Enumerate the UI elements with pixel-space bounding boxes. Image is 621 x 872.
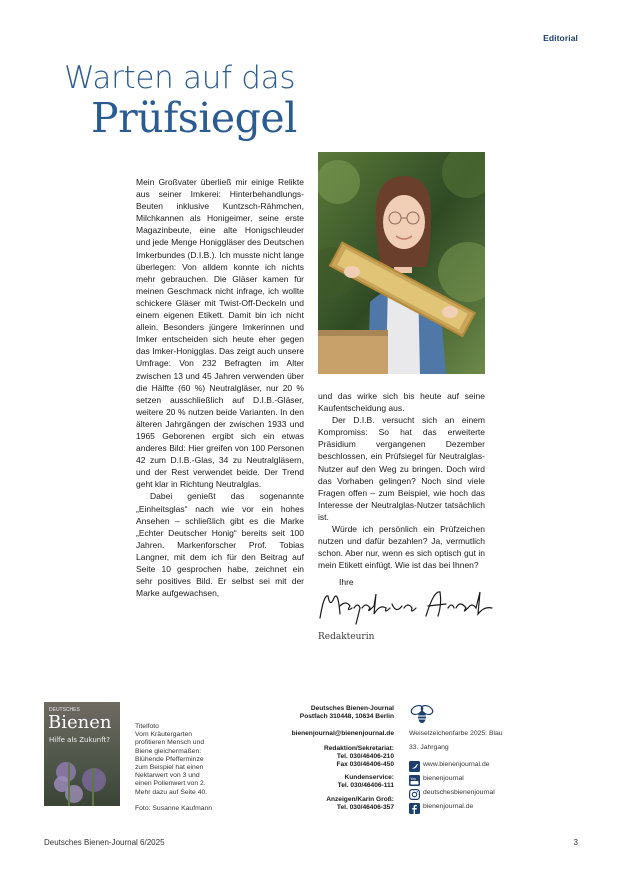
queen-marking-color: Weiselzeichenfarbe 2025: Blau: [409, 730, 503, 737]
contact-label: Anzeigen/Karin Groß:: [326, 796, 394, 803]
contact-phone: Tel. 030/46406-210: [336, 753, 394, 761]
article-paragraph: und das wirke sich bis heute auf seine Kaufentscheidung aus.: [318, 391, 485, 414]
cover-masthead: Bienen: [48, 712, 112, 733]
cover-caption: [135, 723, 215, 813]
contact-phone: Tel. 030/46406-357: [336, 804, 394, 812]
headline-line-1: Warten auf das: [64, 60, 296, 96]
cover-caption-line: Biene gleichermaßen:: [135, 747, 202, 755]
signature: [316, 586, 500, 626]
publisher-email[interactable]: [292, 730, 394, 738]
contact-fax: Fax 030/46406-450: [336, 761, 394, 769]
contact-label: Redaktion/Sekretariat:: [324, 745, 394, 752]
article-paragraph: Würde ich persönlich ein Prüfzeichen nutzen und dafür bezahlen? Ja, vermutlich schon. Aber nur, wenn es sich optisch gut in mein Etikett einfügt. Wie ist das bei Ihnen?: [318, 524, 485, 571]
customer-service-contact: [338, 774, 394, 790]
cover-caption-title: Titelfoto: [135, 723, 159, 730]
publisher-name: Deutsches Bienen-Journal: [310, 705, 394, 712]
ads-contact: [326, 796, 394, 812]
publisher-postbox: Postfach 310448, 10634 Berlin: [299, 713, 394, 721]
article-paragraph: Dabei genießt das sogenannte „Einheitsglas“ nach wie vor ein hohes Ansehen – schließlich gibt es die Marke „Echter Deutscher Honig“ bereits seit 100 Jahren. Markenforscher Prof. Tobias Langner, mit dem ich für den Beitrag auf Seite 10 gesprochen habe, zeichnet ein sehr positives Bild. Er selbst sei mit der Marke aufgewachsen,: [136, 491, 304, 599]
article-paragraph: Der D.I.B. versucht sich an einem Kompromiss: So hat das erweiterte Präsidium vergangenen Dezember beschlossen, ein Prüfsiegel für Neutralglas-Nutzer auf den Weg zu bringen. Doch wird das Vorhaben gelingen? Noch sind viele Fragen offen – zum Beispiel, wie hoch das Interesse der Neutralglas-Nutzer tatsächlich ist.: [318, 415, 485, 522]
cover-caption-line: Mehr dazu auf Seite 40.: [135, 788, 208, 796]
editorial-contact: [324, 745, 394, 770]
article-paragraph: Mein Großvater überließ mir einige Relikte aus seiner Imkerei: Hinterbehandlungs-Beuten inklusive Kuntzsch-Rähmchen, Milchkannen als Honigeimer, seine erste Magazinbeute, eine alte Honigschleuder und jede Menge Honiggläser des Deutschen Imkerbundes (D.I.B.). Ich musste nicht lange überlegen: Von alldem konnte ich nichts mehr gebrauchen. Die Gläser kamen für meinen Geschmack nicht infrage, ich wollte schickere Gläser mit Twist-Off-Deckeln und einem eigenen Etikett. Damit bin ich nicht allein. Besonders jüngere Imkerinnen und Imker entscheiden sich heute eher gegen das Imker-Honigglas. Das zeigt auch unsere Umfrage: Von 232 Befragten im Alter zwischen 13 und 45 Jahren verwenden über die Hälfte (60 %) Neutralgläser, nur 20 % setzen ausschließlich auf D.I.B.-Gläser, weitere 20 % nutzen beide Varianten. In den älteren Jahrgängen der zwischen 1933 und 1965 Geborenen ergibt sich ein etwas anderes Bild: Hier greifen von 100 Personen 42 zum D.I.B.-Glas, 34 zu Neutralgläsern, und der Rest verwendet beide. Der Trend geht klar in Richtung Neutralglas.: [136, 177, 304, 490]
author-photo: [318, 152, 485, 374]
svg-text:You: You: [410, 777, 417, 781]
instagram-icon[interactable]: [409, 787, 420, 798]
email-link[interactable]: bienenjournal@bienenjournal.de: [291, 730, 394, 737]
cover-thumbnail[interactable]: [44, 702, 120, 806]
cover-caption-line: Vom Kräutergarten: [135, 731, 193, 739]
bee-logo-icon: [410, 703, 434, 725]
publisher-address: [300, 705, 394, 721]
cover-image: [44, 702, 120, 806]
signature-drawing: [316, 586, 500, 626]
twitter-icon[interactable]: [409, 759, 420, 770]
contact-label: Kundenservice:: [344, 774, 394, 781]
footer-journal-issue: Deutsches Bienen-Journal 6/2025: [44, 838, 165, 847]
section-label: Editorial: [543, 33, 578, 43]
cover-caption-line: einen Pollenwert von 2.: [135, 780, 206, 788]
cover-caption-line: zum Beispiel hat einen: [135, 764, 204, 772]
cover-caption-line: Blühende Pfefferminze: [135, 755, 204, 763]
headline-line-2: Prüfsiegel: [91, 94, 297, 142]
author-role: Redakteurin: [318, 632, 375, 642]
closing-salutation: Ihre: [339, 577, 354, 587]
facebook-icon[interactable]: [409, 801, 420, 812]
article-column-2: [318, 390, 485, 571]
youtube-icon[interactable]: [409, 773, 420, 784]
cover-masthead-small: DEUTSCHES: [49, 707, 80, 713]
article-column-1: [136, 176, 304, 599]
instagram-link[interactable]: deutschesbienenjournal: [423, 789, 495, 796]
website-link[interactable]: www.bienenjournal.de: [423, 761, 490, 768]
author-photo-illustration: [318, 152, 485, 374]
volume-number: 33. Jahrgang: [409, 744, 449, 751]
photo-credit: Foto: Susanne Kaufmann: [135, 804, 213, 812]
cover-headline: Hilfe als Zukunft?: [49, 736, 111, 744]
page-number: 3: [573, 838, 578, 847]
facebook-link[interactable]: bienenjournal.de: [423, 803, 474, 810]
contact-phone: Tel. 030/46406-111: [337, 782, 394, 790]
youtube-link[interactable]: bienenjournal: [423, 775, 464, 782]
cover-caption-line: Nektarwert von 3 und: [135, 772, 200, 780]
cover-caption-line: profitieren Mensch und: [135, 739, 205, 747]
